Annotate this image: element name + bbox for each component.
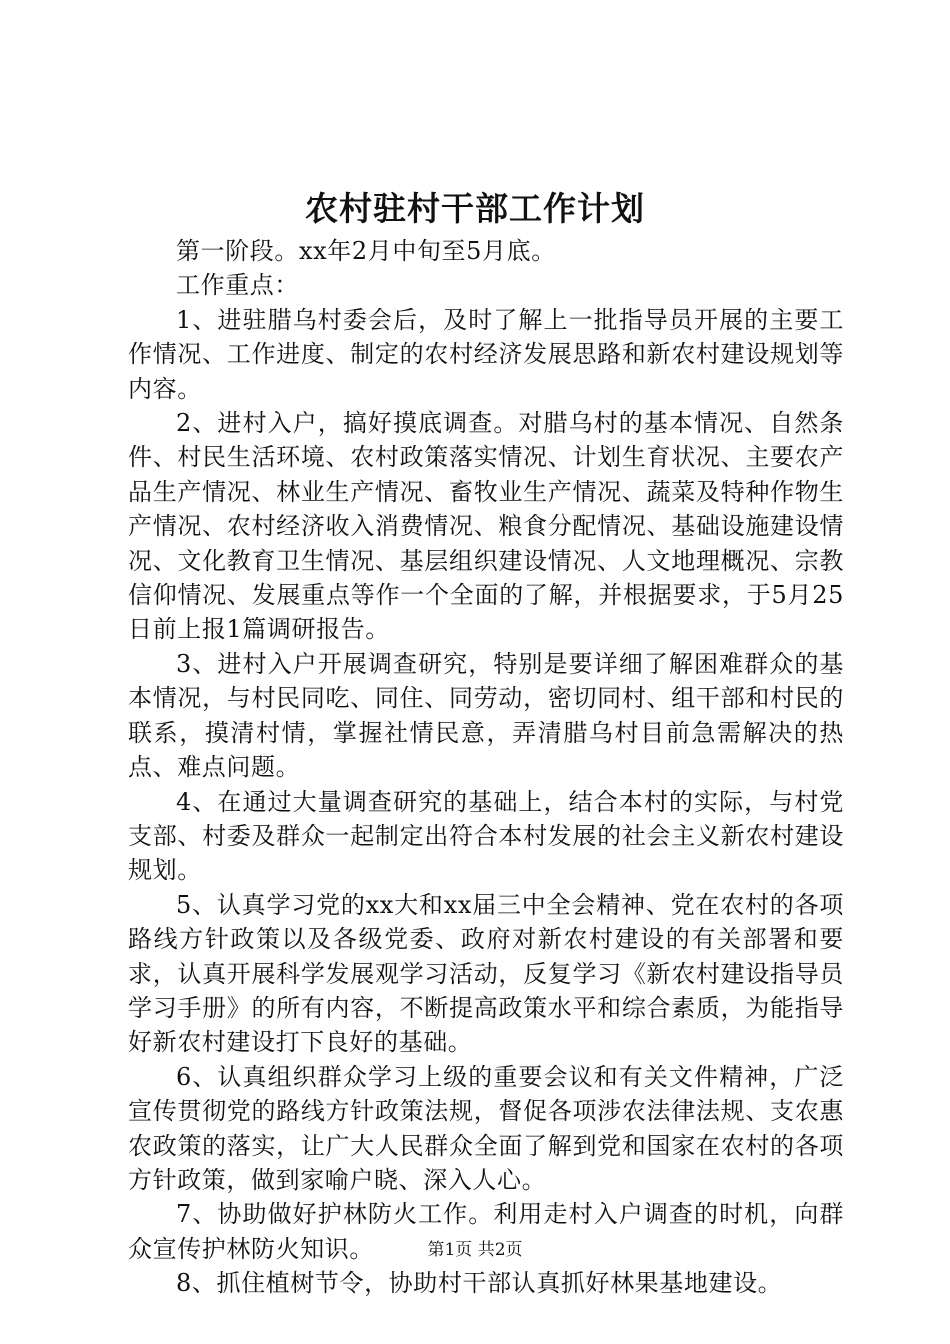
paragraph-item-7: 7、协助做好护林防火工作。利用走村入户调查的时机，向群众宣传护林防火知识。 — [128, 1200, 844, 1263]
page-number-footer: 第1页 共2页 — [427, 1240, 523, 1260]
paragraph-item-1: 1、进驻腊乌村委会后，及时了解上一批指导员开展的主要工作情况、工作进度、制定的农村经济发展思路和新农村建设规划等内容。 — [128, 305, 844, 403]
paragraph-item-8: 8、抓住植树节令，协助村干部认真抓好林果基地建设。 — [176, 1269, 783, 1298]
paragraph-stage-one: 第一阶段。xx年2月中旬至5月底。 — [176, 237, 556, 265]
paragraph-item-2: 2、进村入户，搞好摸底调查。对腊乌村的基本情况、自然条件、村民生活环境、农村政策落实情况、计划生育状况、主要农产品生产情况、林业生产情况、畜牧业生产情况、蔬菜及特种作物生产情况、农村经济收入消费情况、粮食分配情况、基础设施建设情况、文化教育卫生情况、基层组织建设情况、人文地理概况、宗教信仰情况、发展重点等作一个全面的了解，并根据要求，于5月25日前上报1篇调研报告。 — [128, 409, 844, 644]
paragraph-item-3: 3、进村入户开展调查研究，特别是要详细了解困难群众的基本情况，与村民同吃、同住、同劳动，密切同村、组干部和村民的联系，摸清村情，掌握社情民意，弄清腊乌村目前急需解决的热点、难点问题。 — [128, 649, 844, 782]
paragraph-work-focus: 工作重点： — [176, 271, 299, 300]
document-title: 农村驻村干部工作计划 — [305, 189, 645, 228]
document-body — [128, 234, 844, 1301]
paragraph-item-4: 4、在通过大量调查研究的基础上，结合本村的实际，与村党支部、村委及群众一起制定出符合本村发展的社会主义新农村建设规划。 — [128, 787, 844, 885]
paragraph-item-5: 5、认真学习党的xx大和xx届三中全会精神、党在农村的各项路线方针政策以及各级党委、政府对新农村建设的有关部署和要求，认真开展科学发展观学习活动，反复学习《新农村建设指导员学习手册》的所有内容，不断提高政策水平和综合素质，为能指导好新农村建设打下良好的基础。 — [128, 890, 844, 1057]
paragraph-item-6: 6、认真组织群众学习上级的重要会议和有关文件精神，广泛宣传贯彻党的路线方针政策法规，督促各项涉农法律法规、支农惠农政策的落实，让广大人民群众全面了解到党和国家在农村的各项方针政策，做到家喻户晓、深入人心。 — [128, 1062, 844, 1194]
